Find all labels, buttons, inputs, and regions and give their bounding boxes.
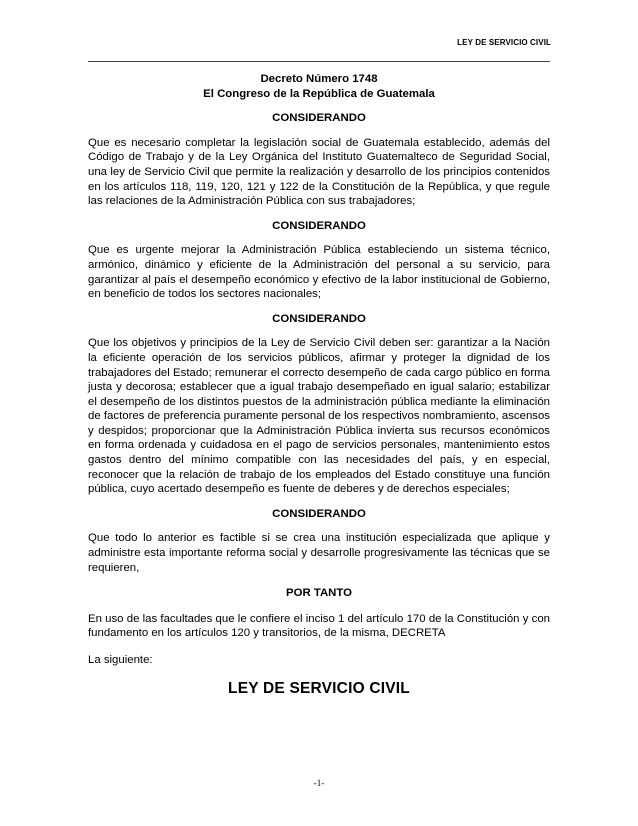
header-rule bbox=[88, 61, 550, 62]
page-number: -1- bbox=[313, 778, 325, 788]
document-body bbox=[88, 72, 550, 696]
section-heading: CONSIDERANDO bbox=[272, 507, 366, 520]
section-heading: CONSIDERANDO bbox=[272, 312, 366, 325]
section-paragraph: Que todo lo anterior es factible si se crea una institución especializada que aplique y administre esta importante reforma social y desarrolle progresivamente las técnicas que se requieren, bbox=[88, 532, 550, 574]
por-tanto-heading: POR TANTO bbox=[285, 587, 353, 600]
decree-issuer: El Congreso de la República de Guatemala bbox=[203, 87, 435, 100]
section-heading: CONSIDERANDO bbox=[272, 112, 366, 125]
section-heading: CONSIDERANDO bbox=[272, 219, 366, 232]
intro-text: La siguiente: bbox=[88, 654, 153, 666]
running-header: LEY DE SERVICIO CIVIL bbox=[457, 38, 551, 47]
por-tanto-paragraph: En uso de las facultades que le confiere el inciso 1 del artículo 170 de la Constitución y con fundamento en los artículos 120 y transitorios, de la misma, DECRETA bbox=[88, 612, 550, 640]
section-paragraph: Que es necesario completar la legislación social de Guatemala establecido, además del Código de Trabajo y de la Ley Orgánica del Instituto Guatemalteco de Seguridad Social, una ley de Servicio Civil que permite la realización y desarrollo de los principios contenidos en los artículos 118, 119, 120, 121 y 122 de la Constitución de la República, y que regule las relaciones de la Administración Pública con sus trabajadores; bbox=[88, 136, 550, 208]
section-paragraph: Que es urgente mejorar la Administración Pública estableciendo un sistema técnico, armónico, dinámico y eficiente de la Administración del personal a su servicio, para garantizar al país el desempeño económico y efectivo de la labor institucional de Gobierno, en beneficio de todos los sectores nacionales; bbox=[88, 244, 550, 301]
section-paragraph: Que los objetivos y principios de la Ley de Servicio Civil deben ser: garantizar a la Nación la eficiente operación de los servicios públicos, afirmar y proteger la dignidad de los trabajadores del Estado; remunerar el correcto desempeño de cada cargo público en forma justa y decorosa; establecer que a igual trabajo desempeñado en igual salario; estabilizar el desempeño de los distintos puestos de la administración pública mediante la eliminación de factores de preferencia puramente personal de los respectivos nombramiento, ascensos y despidos; proporcionar que la Administración Pública invierta sus recursos económicos en forma ordenada y cuidadosa en el pago de servicios personales, mantenimiento estos gastos dentro del mínimo compatible con las necesidades del país, y en especial, reconocer que la relación de trabajo de los empleados del Estado constituye una función pública, cuyo acertado desempeño es fuente de deberes y de derechos especiales; bbox=[88, 337, 550, 496]
law-title: LEY DE SERVICIO CIVIL bbox=[228, 679, 410, 697]
decree-number: Decreto Número 1748 bbox=[260, 73, 378, 85]
